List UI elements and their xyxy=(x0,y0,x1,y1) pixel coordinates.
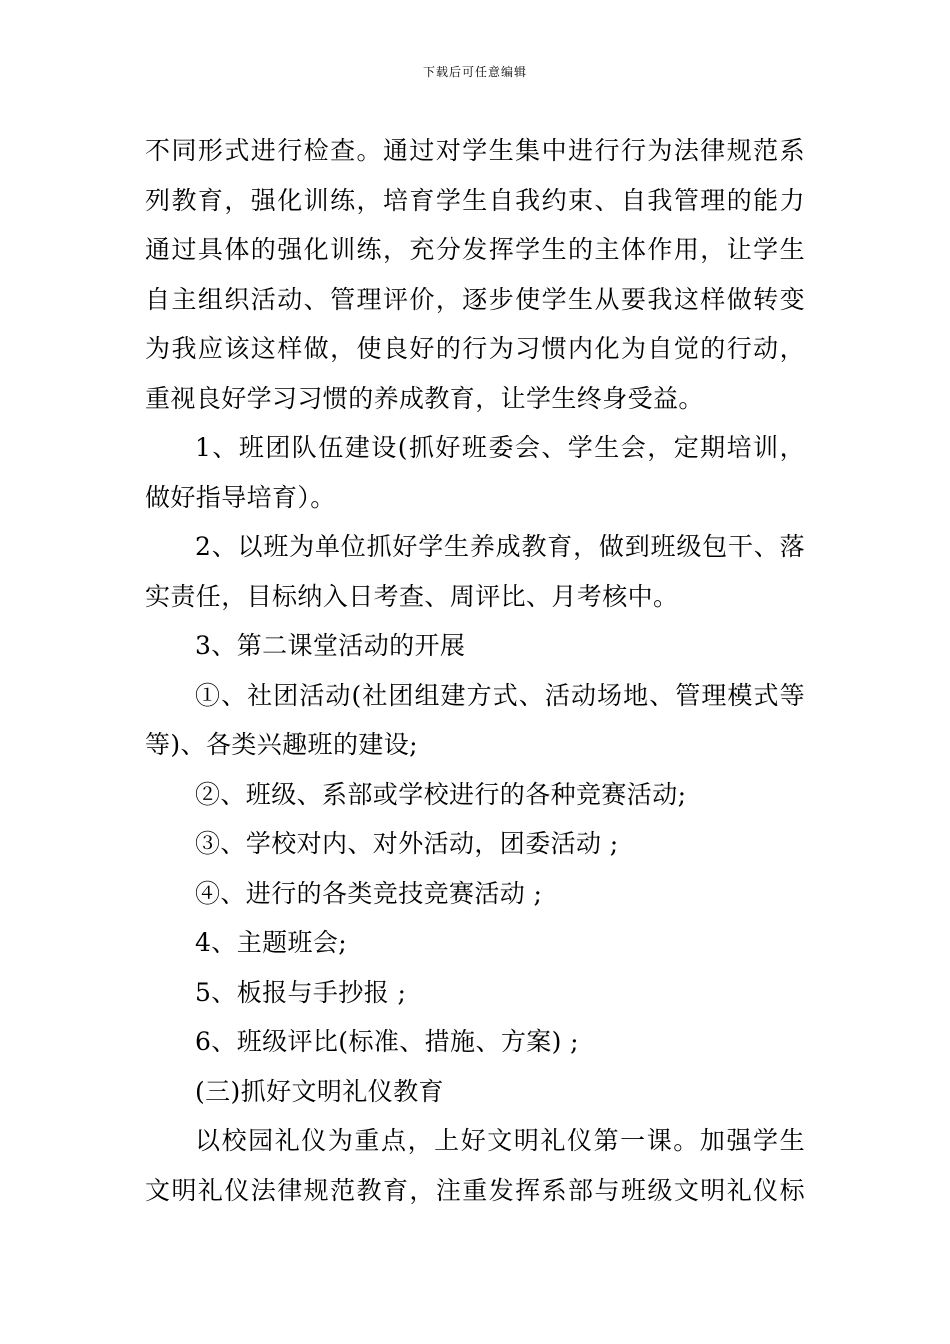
list-item-1-line-1: 1、班团队伍建设(抓好班委会、学生会，定期培训， xyxy=(195,433,805,462)
section-heading: (三)抓好文明礼仪教育 xyxy=(195,1076,444,1106)
list-item-6: 6、班级评比(标准、措施、方案) ; xyxy=(195,1027,579,1056)
document-body xyxy=(145,126,805,1215)
section-para-line-1: 以校园礼仪为重点，上好文明礼仪第一课。加强学生 xyxy=(195,1126,805,1155)
body-line-5: 为我应该这样做，使良好的行为习惯内化为自觉的行动， xyxy=(145,334,805,363)
sub-item-2: ②、班级、系部或学校进行的各种竞赛活动; xyxy=(195,779,687,809)
body-line-1: 不同形式进行检查。通过对学生集中进行行为法律规范系 xyxy=(145,136,805,165)
sub-item-3: ③、学校对内、对外活动，团委活动 ; xyxy=(195,829,619,858)
list-item-5: 5、板报与手抄报 ; xyxy=(195,977,407,1007)
section-para-line-2: 文明礼仪法律规范教育，注重发挥系部与班级文明礼仪标 xyxy=(145,1175,805,1205)
page-header: 下载后可任意编辑 xyxy=(422,65,527,79)
body-line-4: 自主组织活动、管理评价，逐步使学生从要我这样做转变 xyxy=(145,284,805,314)
list-item-3: 3、第二课堂活动的开展 xyxy=(195,631,466,660)
list-item-2-line-1: 2、以班为单位抓好学生养成教育，做到班级包干、落 xyxy=(195,532,805,561)
sub-item-1-line-1: ①、社团活动(社团组建方式、活动场地、管理模式等 xyxy=(195,680,805,710)
list-item-2-line-2: 实责任，目标纳入日考查、周评比、月考核中。 xyxy=(145,581,679,611)
body-line-3: 通过具体的强化训练，充分发挥学生的主体作用，让学生 xyxy=(145,235,805,264)
sub-item-4: ④、进行的各类竞技竞赛活动 ; xyxy=(195,878,543,908)
body-line-6: 重视良好学习习惯的养成教育，让学生终身受益。 xyxy=(145,383,704,413)
list-item-1-line-2: 做好指导培育）。 xyxy=(145,482,336,512)
body-line-2: 列教育，强化训练，培育学生自我约束、自我管理的能力 xyxy=(145,185,805,215)
list-item-4: 4、主题班会; xyxy=(195,928,348,957)
sub-item-1-line-2: 等)、各类兴趣班的建设; xyxy=(145,730,418,759)
